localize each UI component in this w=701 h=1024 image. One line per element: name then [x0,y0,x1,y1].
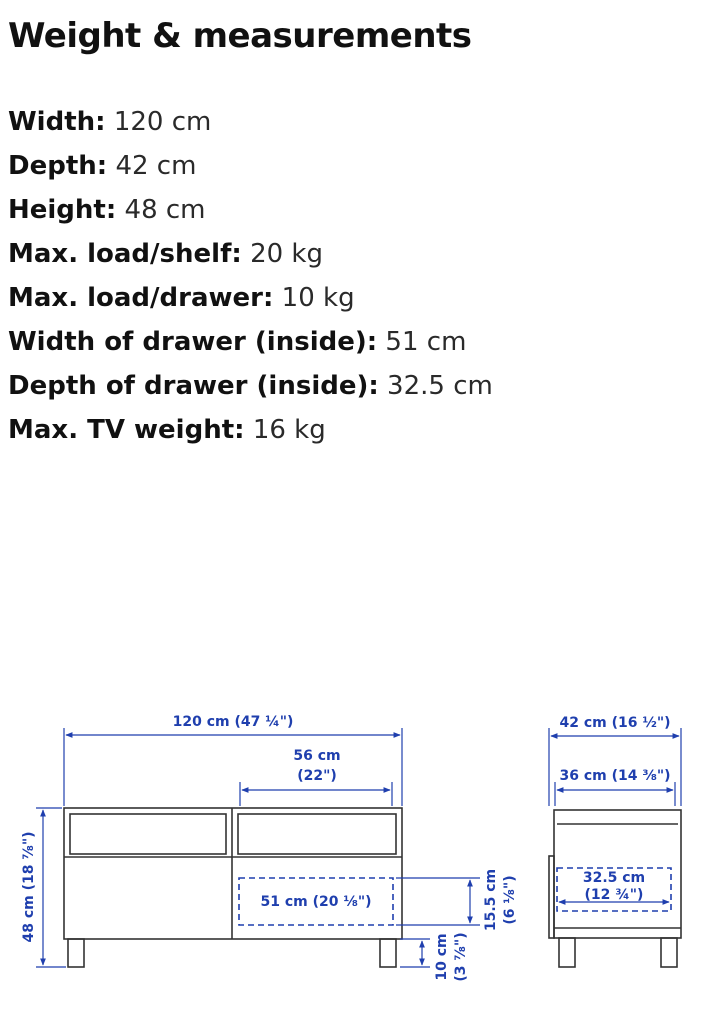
spec-height [8,188,493,232]
spec-label: Max. load/drawer: [8,283,274,313]
spec-label: Width of drawer (inside): [8,327,378,357]
front-width-label: 120 cm (47 ¼") [172,714,294,730]
leg-front-left [68,939,84,967]
side-front-panel [549,856,554,938]
front-dimensions [36,728,480,967]
side-inner-depth-label: 36 cm (14 ⅜") [559,768,671,784]
spec-value: 120 cm [113,107,212,137]
open-compartment-left [70,814,226,854]
leg-side-left [559,938,575,967]
spec-label: Max. TV weight: [8,415,245,445]
open-compartment-right [238,814,396,854]
shelf-width-in-label: (22") [297,768,337,784]
spec-label: Depth of drawer (inside): [8,371,379,401]
page-title: Weight & measurements [8,16,472,56]
drawer-width-label: 51 cm (20 ⅛") [260,894,372,910]
spec-label: Height: [8,195,117,225]
drawer-height-cm-label: 15.5 cm [483,868,499,932]
drawer-depth-in-label: (12 ¾") [584,887,644,903]
side-depth-label: 42 cm (16 ½") [559,715,671,731]
spec-width [8,100,493,144]
spec-depth [8,144,493,188]
leg-height-cm-label: 10 cm [434,933,450,981]
drawer-height-in-label: (6 ⅛") [502,875,518,925]
spec-drawer-depth [8,364,493,408]
specs-list [8,100,493,452]
spec-value: 42 cm [115,151,197,181]
drawer-depth-cm-label: 32.5 cm [582,870,646,886]
spec-value: 48 cm [124,195,206,225]
leg-height-in-label: (3 ⅞") [453,932,469,982]
spec-value: 20 kg [250,239,323,269]
spec-label: Max. load/shelf: [8,239,242,269]
spec-drawer-width [8,320,493,364]
front-height-label: 48 cm (18 ⅞") [21,831,37,943]
shelf-width-cm-label: 56 cm [293,748,341,764]
leg-front-right [380,939,396,967]
spec-value: 16 kg [252,415,326,445]
dimensions-diagram [0,690,701,1024]
spec-value: 10 kg [281,283,355,313]
front-body [64,808,402,939]
spec-max-load-drawer [8,276,493,320]
leg-side-right [661,938,677,967]
spec-value: 51 cm [385,327,467,357]
spec-max-load-shelf [8,232,493,276]
front-view [64,808,402,967]
spec-max-tv-weight [8,408,493,452]
spec-label: Depth: [8,151,108,181]
spec-label: Width: [8,107,106,137]
spec-value: 32.5 cm [387,371,493,401]
